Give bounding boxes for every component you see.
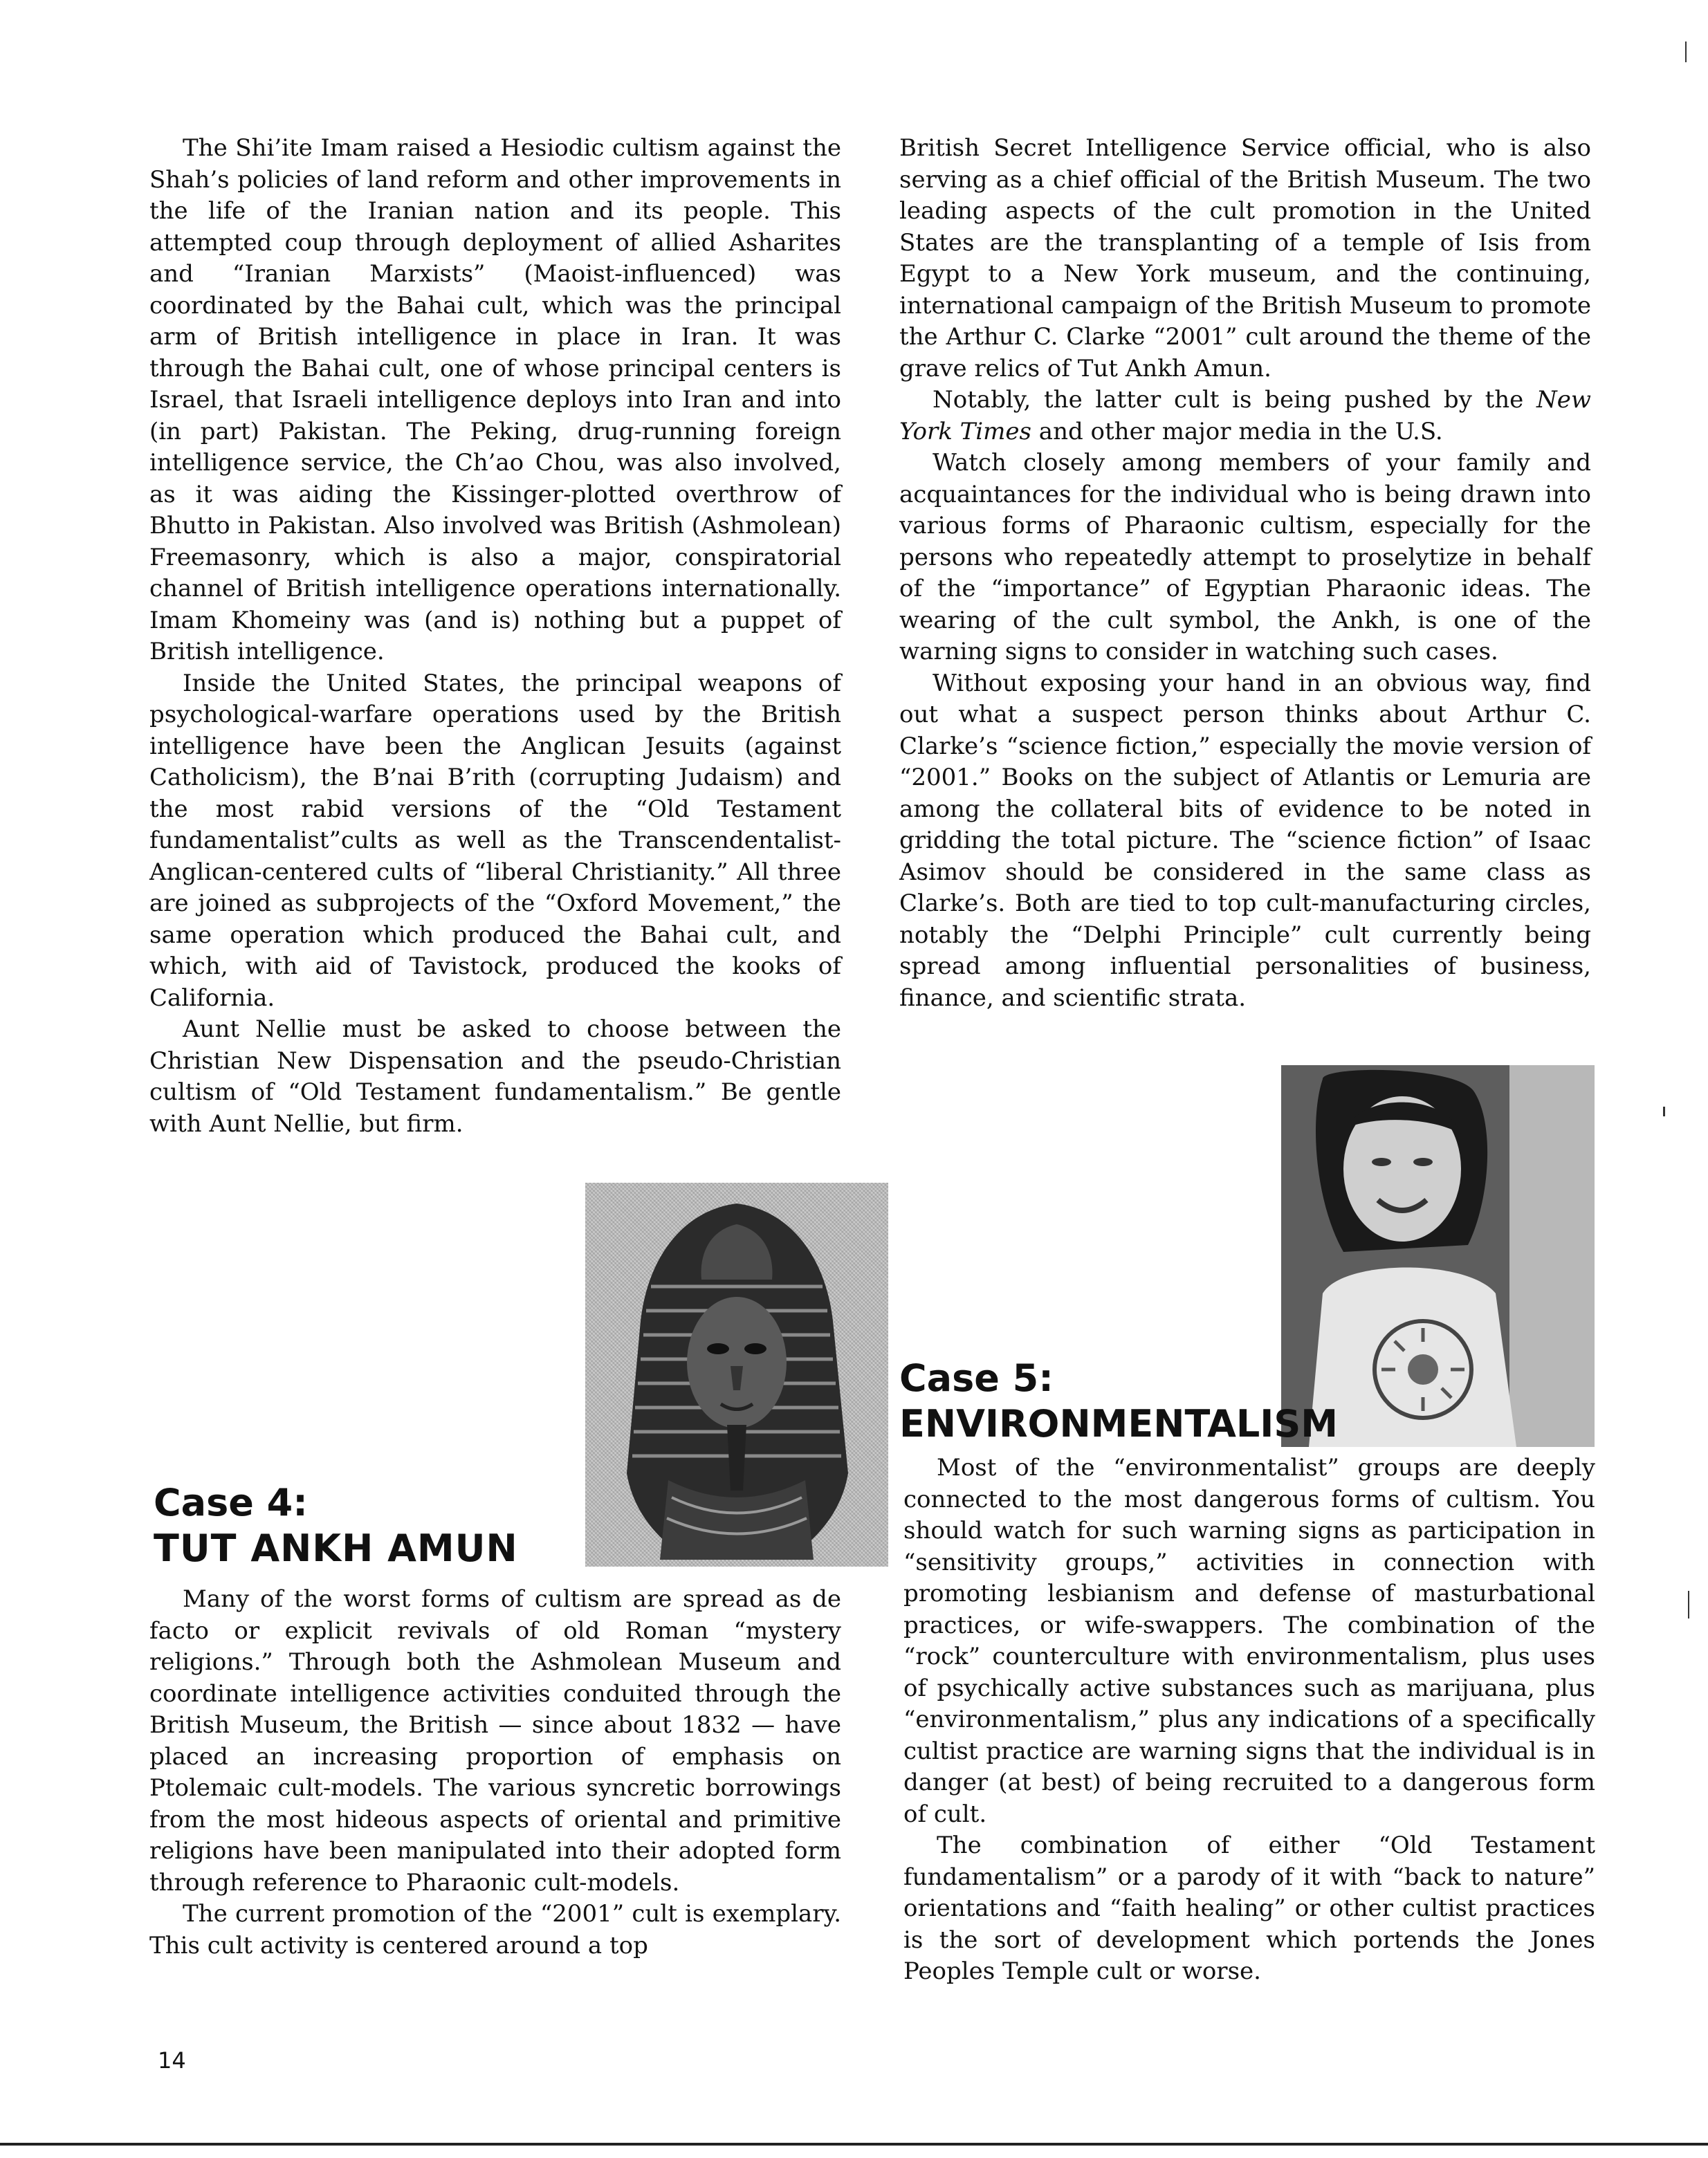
new-york-times-italic: New York Times <box>899 386 1591 445</box>
paragraph-2001-cult: The current promotion of the “2001” cult is exemplary. This cult activity is centered around a top <box>149 1900 841 1959</box>
p2-text-before: Notably, the latter cult is being pushed by the <box>933 386 1537 414</box>
case-5-label: Case 5: <box>899 1356 1054 1400</box>
left-column-top-text <box>149 133 841 1140</box>
paragraph-environmentalist-groups: Most of the “environmentalist” groups are deeply connected to the most dangerous forms of cultism. You should watch for such warning signs as participation in “sensitivity groups,” activities in connection with promoting lesbianism and defense of masturbational practices, or wife-swappers. The combination of the “rock” counterculture with environmentalism, plus uses of psychically active substances such as marijuana, plus “environmentalism,” plus any indications of a specifically cultist practice are warning signs that the individual is in danger (at best) of being recruited to a dangerous form of cult. <box>903 1454 1595 1828</box>
paragraph-watch-closely: Watch closely among members of your family and acquaintances for the individual who is being drawn into various forms of Pharaonic cultism, especially for the persons who repeatedly attempt to proselytize in behalf of the “importance” of Egyptian Pharaonic ideas. The wearing of the cult symbol, the Ankh, is one of the warning signs to consider in watching such cases. <box>899 449 1591 665</box>
paragraph-worst-forms-of-cultism: Many of the worst forms of cultism are spread as de facto or explicit revivals of old Roman “mystery religions.” Through both the Ashmolean Museum and coordinate intelligence activities conduited through the British Museum, the British — since about 1832 — have placed an increasing proportion of emphasis on Ptolemaic cult-models. The various syncretic borrowings from the most hideous aspects of oriental and primitive religions have been manipulated into their adopted form through reference to Pharaonic cult-models. <box>149 1585 841 1897</box>
scan-speck <box>1688 1591 1689 1618</box>
environmentalist-woman-photo <box>1281 1065 1595 1447</box>
case-5-title: ENVIRONMENTALISM <box>899 1402 1339 1446</box>
case-4-title: TUT ANKH AMUN <box>154 1527 518 1570</box>
paragraph-new-york-times <box>899 385 1591 448</box>
pharaoh-mask-image <box>585 1183 888 1567</box>
left-column-bottom-text <box>149 1584 841 1962</box>
right-column-top-text <box>899 133 1591 1014</box>
p2-text-after: and other major media in the U.S. <box>1031 417 1443 445</box>
paragraph-without-exposing: Without exposing your hand in an obvious way, find out what a suspect person thinks about Arthur C. Clarke’s “science fiction,” especially the movie version of “2001.” Books on the subject of Atlantis or Lemuria are among the collateral bits of evidence to be noted in gridding the total picture. The “science fiction” of Isaac Asimov should be considered in the same class as Clarke’s. Both are tied to top cult-manufacturing circles, notably the “Delphi Principle” cult currently being spread among influential personalities of business, finance, and scientific strata. <box>899 669 1591 1012</box>
page-number: 14 <box>158 2047 186 2074</box>
smiling-woman-image <box>1281 1065 1595 1447</box>
paragraph-old-testament-combination: The combination of either “Old Testament fundamentalism” or a parody of it with “back to nature” orientations and “faith healing” or other cultist practices is the sort of development which portends the Jones Peoples Temple cult or worse. <box>903 1832 1595 1985</box>
paragraph-aunt-nellie: Aunt Nellie must be asked to choose between the Christian New Dispensation and the pseudo-Christian cultism of “Old Testament fundamentalism.” Be gentle with Aunt Nellie, but firm. <box>149 1015 841 1138</box>
scan-speck <box>1685 42 1687 62</box>
paragraph-shiite-imam: The Shi’ite Imam raised a Hesiodic cultism against the Shah’s policies of land reform and other improvements in the life of the Iranian nation and its people. This attempted coup through deployment of allied Asharites and “Iranian Marxists” (Maoist-influenced) was coordinated by the Bahai cult, which was the principal arm of British intelligence in place in Iran. It was through the Bahai cult, one of whose principal centers is Israel, that Israeli intelligence deploys into Iran and into (in part) Pakistan. The Peking, drug-running foreign intelligence service, the Ch’ao Chou, was also involved, as it was aiding the Kissinger-plotted overthrow of Bhutto in Pakistan. Also involved was British (Ashmolean) Freemasonry, which is also a major, conspiratorial channel of British intelligence operations internationally. Imam Khomeiny was (and is) nothing but a puppet of British intelligence. <box>149 134 841 665</box>
tut-ankh-amun-mask-photo <box>585 1183 888 1567</box>
paragraph-inside-united-states: Inside the United States, the principal weapons of psychological-warfare operations used by the British intelligence have been the Anglican Jesuits (against Catholicism), the B’nai B’rith (corrupting Judaism) and the most rabid versions of the “Old Testament fundamentalist”cults as well as the Transcendentalist-Anglican-centered cults of “liberal Christianity.” All three are joined as subprojects of the “Oxford Movement,” the same operation which produced the Bahai cult, and which, with aid of Tavistock, produced the kooks of California. <box>149 669 841 1012</box>
right-column-bottom-text <box>903 1452 1595 1988</box>
paragraph-british-secret-service: British Secret Intelligence Service official, who is also serving as a chief official of the British Museum. The two leading aspects of the cult promotion in the United States are the transplanting of a temple of Isis from Egypt to a New York museum, and the continuing, international campaign of the British Museum to promote the Arthur C. Clarke “2001” cult around the theme of the grave relics of Tut Ankh Amun. <box>899 134 1591 382</box>
bottom-edge-rule <box>0 2143 1708 2146</box>
case-4-label: Case 4: <box>154 1481 308 1524</box>
scan-speck <box>1663 1107 1665 1116</box>
